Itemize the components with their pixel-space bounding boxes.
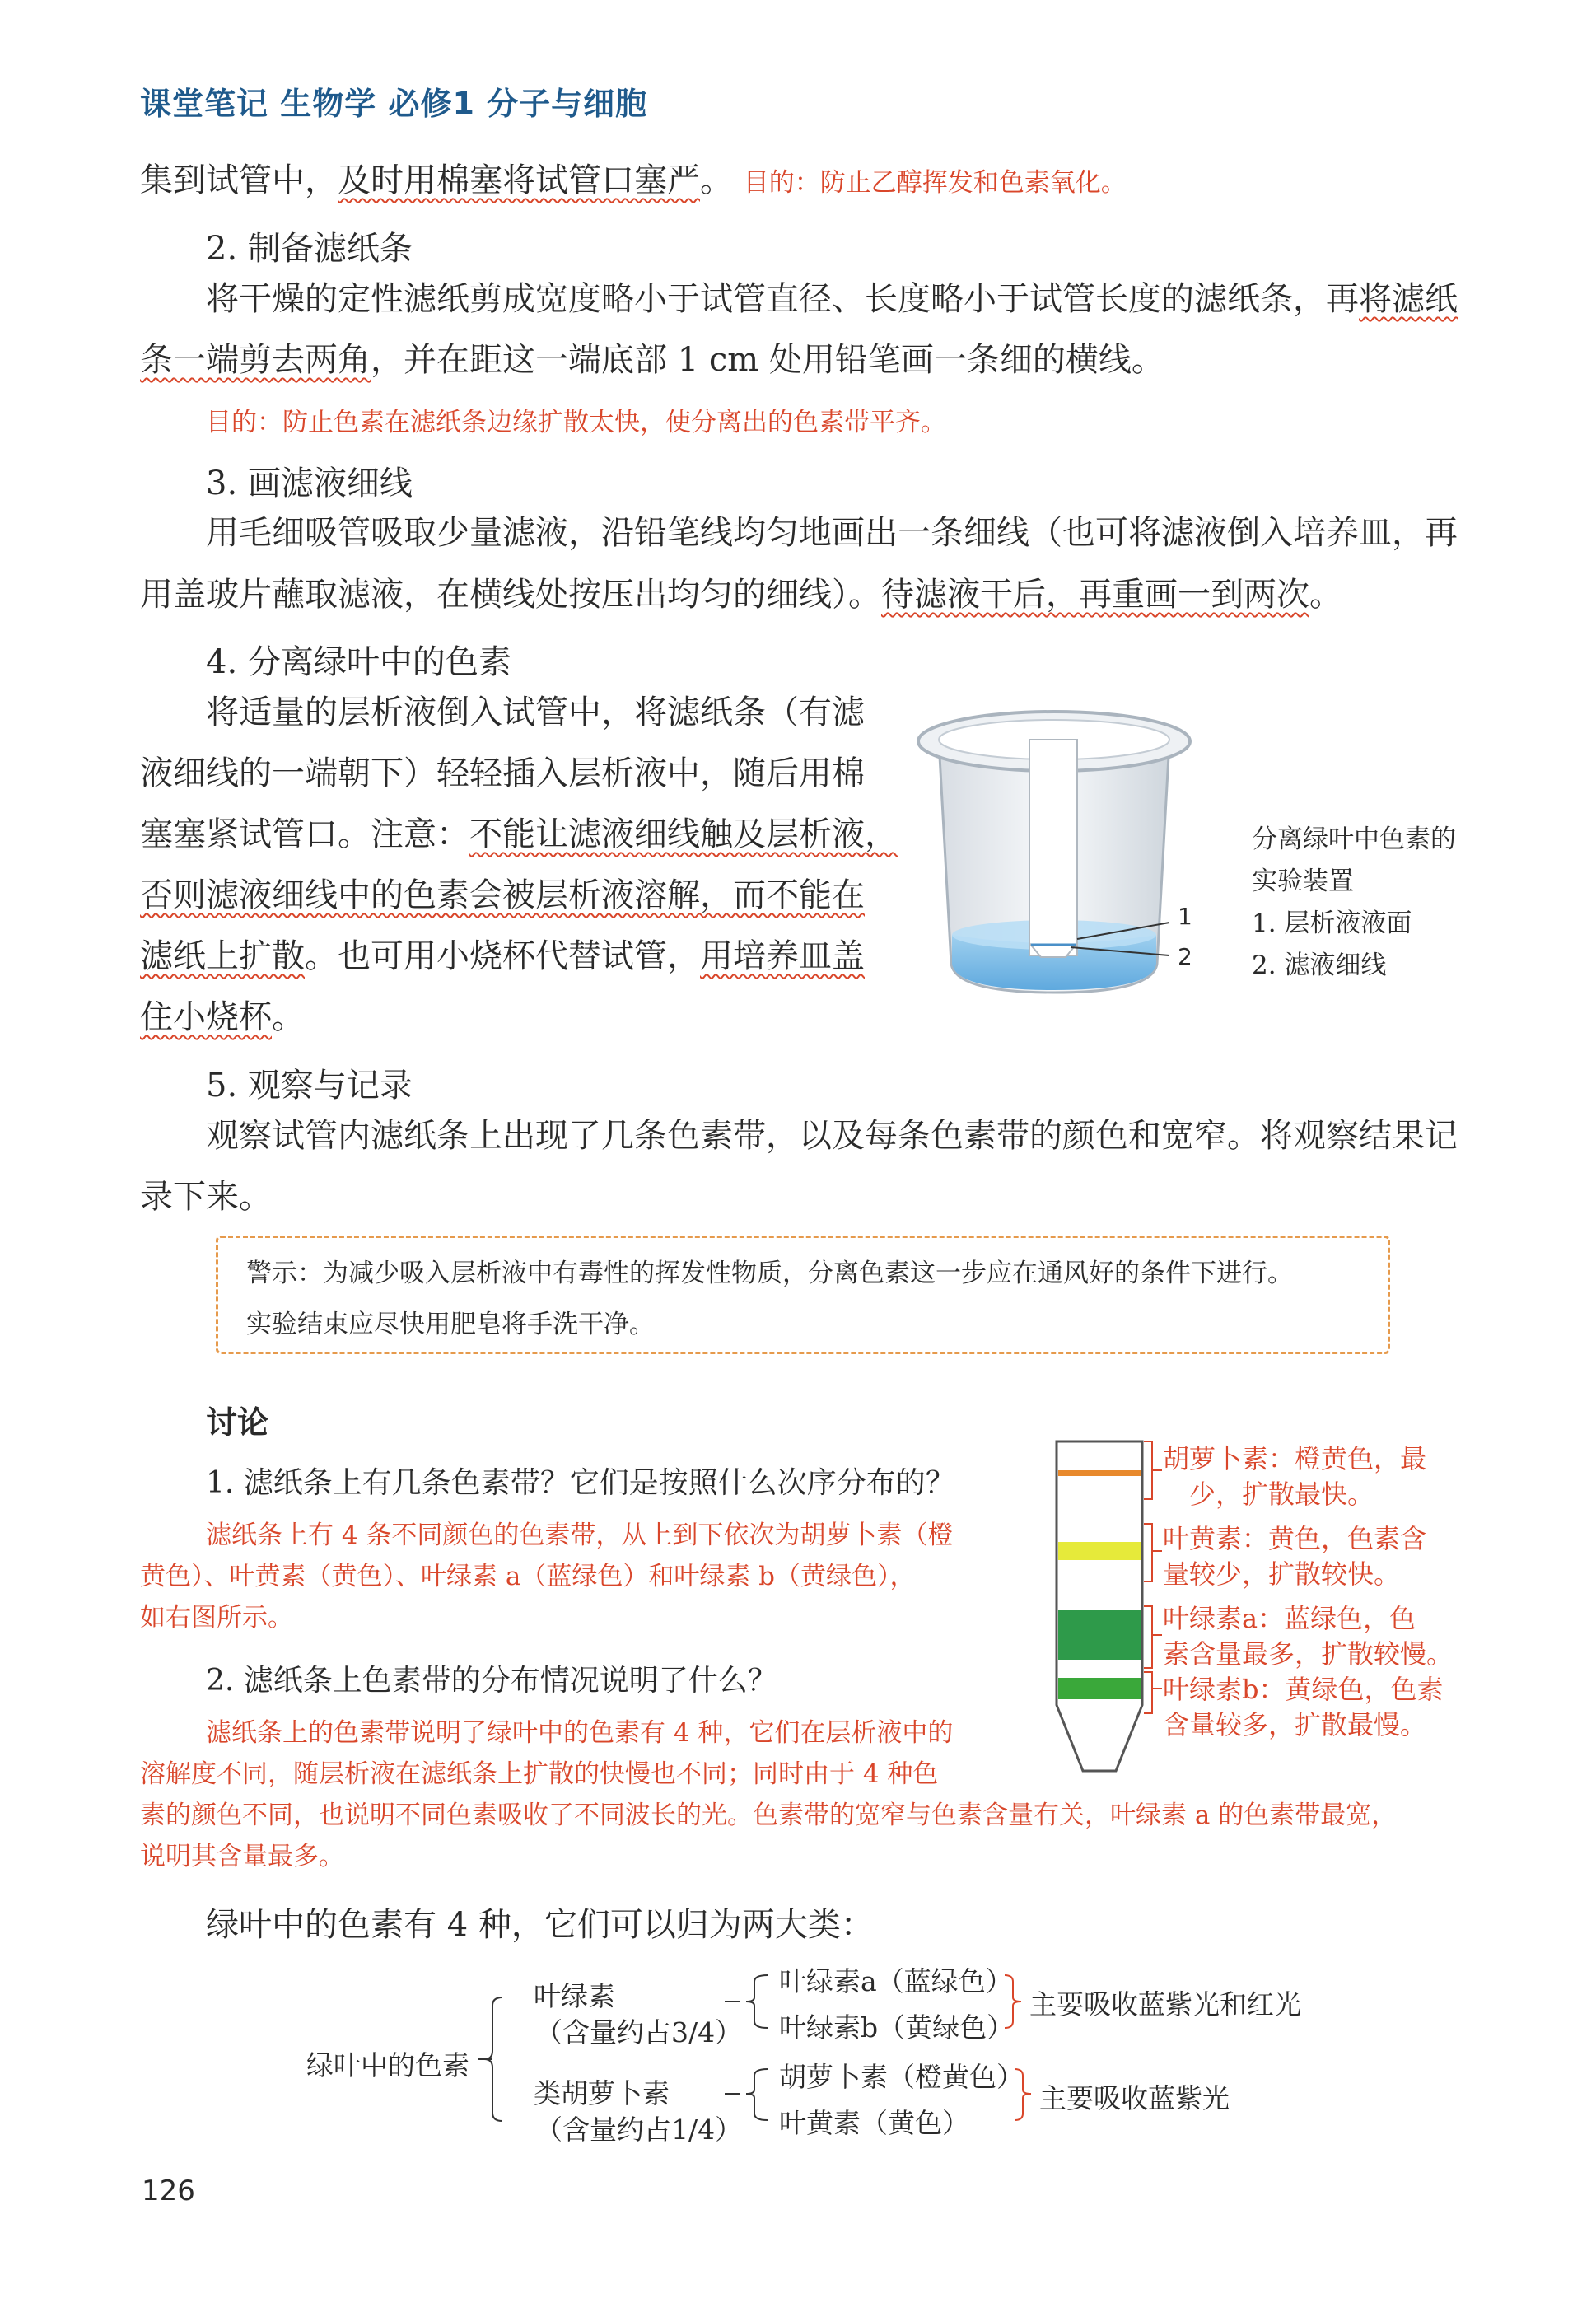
summary-line: 绿叶中的色素有 4 种，它们可以归为两大类： (206, 1906, 874, 1944)
band-annotation (1163, 1441, 1426, 1512)
paragraph-line (140, 987, 305, 1048)
figure-marker-1: 1 (1178, 903, 1192, 930)
text: 塞塞紧试管口。注意： (140, 815, 469, 853)
caption-title: 实验装置 (1252, 867, 1354, 896)
band-label: 少，扩散最快。 (1189, 1478, 1374, 1510)
caption-item: 1. 层析液液面 (1252, 909, 1412, 938)
strip-brackets (1141, 1433, 1165, 1763)
text: 。 (272, 998, 305, 1036)
annotation: 目的：防止乙醇挥发和色素氧化。 (743, 168, 1127, 198)
paragraph-line: 录下来。 (140, 1178, 272, 1216)
paragraph-line (140, 329, 1164, 390)
pigment-band-chlorophyll-a (1058, 1610, 1141, 1660)
figure-caption (1252, 819, 1456, 987)
text: 用盖玻片蘸取滤液，在横线处按压出均匀的细线）。 (140, 576, 881, 614)
paragraph-line (140, 865, 865, 926)
paragraph-line (206, 269, 1458, 329)
text: 将干燥的定性滤纸剪成宽度略小于试管直径、长度略小于试管长度的滤纸条，再 (206, 280, 1359, 318)
band-label: 叶绿素a：蓝绿色，色 (1163, 1603, 1416, 1634)
annotation: 目的：防止色素在滤纸条边缘扩散太快，使分离出的色素带平齐。 (206, 408, 946, 437)
answer-1-line: 如右图所示。 (140, 1603, 293, 1633)
pigment-band-carotene (1058, 1470, 1141, 1476)
text: 。 (700, 161, 733, 199)
band-label: 量较少，扩散较快。 (1163, 1558, 1401, 1590)
emphasis: 滤纸上扩散 (140, 937, 305, 975)
beaker-illustration (906, 700, 1202, 1013)
band-label: 叶黄素：黄色，色素含 (1163, 1523, 1427, 1554)
text: 。也可用小烧杯代替试管， (305, 937, 700, 975)
emphasis: 住小烧杯 (140, 998, 272, 1036)
discussion-title: 讨论 (206, 1404, 269, 1441)
paragraph-line (140, 804, 898, 865)
text: 。 (1309, 576, 1342, 614)
caption-title: 分离绿叶中色素的 (1252, 824, 1456, 854)
band-label: 叶绿素b：黄绿色，色素 (1163, 1674, 1444, 1705)
section-title-5: 5. 观察与记录 (206, 1067, 413, 1105)
emphasis: 将滤纸 (1359, 280, 1458, 318)
tree-node-carotenoid-sub: （含量约占1/4） (535, 2114, 743, 2146)
paragraph-continuation (140, 150, 1127, 213)
tree-node-carotenoid: 类胡萝卜素 (534, 2077, 670, 2109)
page-number: 126 (142, 2175, 195, 2207)
emphasis: 用培养皿盖 (700, 937, 865, 975)
text: ，并在距这一端底部 1 cm 处用铅笔画一条细的横线。 (371, 341, 1164, 379)
band-annotation (1163, 1521, 1426, 1592)
warning-text: 警示：为减少吸入层析液中有毒性的挥发性物质，分离色素这一步应在通风好的条件下进行。 (246, 1259, 1293, 1288)
emphasis: 不能让滤液细线触及层析液， (469, 815, 898, 853)
band-annotation (1163, 1601, 1453, 1672)
emphasis: 及时用棉塞将试管口塞严 (338, 161, 700, 199)
answer-2-line: 滤纸条上的色素带说明了绿叶中的色素有 4 种，它们在层析液中的 (206, 1718, 954, 1748)
emphasis: 否则滤液细线中的色素会被层析液溶解，而不能在 (140, 876, 865, 914)
question-2: 2. 滤纸条上色素带的分布情况说明了什么？ (206, 1664, 777, 1698)
band-label: 含量较多，扩散最慢。 (1163, 1709, 1427, 1740)
tree-node-chlorophyll-sub: （含量约占3/4） (535, 2016, 743, 2048)
running-header: 课堂笔记 生物学 必修1 分子与细胞 (140, 86, 648, 122)
emphasis: 待滤液干后，再重画一到两次 (881, 576, 1309, 614)
figure-marker-2: 2 (1178, 943, 1192, 970)
caption-item: 2. 滤液细线 (1252, 951, 1387, 980)
warning-box (216, 1236, 1390, 1354)
tree-leaf-chl-b: 叶绿素b（黄绿色） (779, 2011, 1015, 2044)
answer-2-line: 溶解度不同，随层析液在滤纸条上扩散的快慢也不同；同时由于 4 种色 (140, 1759, 939, 1789)
band-label: 素含量最多，扩散较慢。 (1163, 1638, 1454, 1670)
band-annotation (1163, 1672, 1444, 1743)
absorb-chlorophyll: 主要吸收蓝紫光和红光 (1029, 1988, 1301, 2020)
tree-leaf-chl-a: 叶绿素a（蓝绿色） (779, 1965, 1013, 1997)
section-title-3: 3. 画滤液细线 (206, 465, 413, 502)
emphasis: 条一端剪去两角 (140, 341, 371, 379)
warning-text: 实验结束应尽快用肥皂将手洗干净。 (246, 1310, 655, 1339)
tree-node-chlorophyll: 叶绿素 (534, 1980, 615, 2012)
section-title-2: 2. 制备滤纸条 (206, 230, 413, 268)
paragraph-line: 用毛细吸管吸取少量滤液，沿铅笔线均匀地画出一条细线（也可将滤液倒入培养皿，再 (206, 514, 1458, 552)
answer-2-line: 素的颜色不同，也说明不同色素吸收了不同波长的光。色素带的宽窄与色素含量有关，叶绿素 a 的色素带最宽， (140, 1801, 1398, 1830)
text: 集到试管中， (140, 161, 338, 199)
answer-1-line: 滤纸条上有 4 条不同颜色的色素带，从上到下依次为胡萝卜素（橙 (206, 1521, 954, 1550)
paragraph-line (140, 926, 865, 987)
paragraph-line: 观察试管内滤纸条上出现了几条色素带，以及每条色素带的颜色和宽窄。将观察结果记 (206, 1117, 1458, 1155)
tree-leaf-xanthophyll: 叶黄素（黄色） (779, 2107, 969, 2139)
tree-leaf-carotene: 胡萝卜素（橙黄色） (779, 2061, 1024, 2093)
absorb-carotenoid: 主要吸收蓝紫光 (1039, 2082, 1230, 2114)
chromatography-strip (1050, 1433, 1149, 1779)
pigment-band-xanthophyll (1058, 1542, 1141, 1560)
band-label: 胡萝卜素：橙黄色，最 (1163, 1443, 1427, 1474)
paragraph-line: 液细线的一端朝下）轻轻插入层析液中，随后用棉 (140, 754, 865, 792)
tree-root: 绿叶中的色素 (306, 2049, 469, 2081)
pigment-band-chlorophyll-b (1058, 1678, 1141, 1699)
paragraph-line (140, 564, 1342, 625)
paragraph-line: 将适量的层析液倒入试管中，将滤纸条（有滤 (206, 694, 865, 731)
answer-1-line: 黄色）、叶黄素（黄色）、叶绿素 a（蓝绿色）和叶绿素 b（黄绿色）， (140, 1562, 916, 1591)
question-1: 1. 滤纸条上有几条色素带？它们是按照什么次序分布的？ (206, 1466, 955, 1500)
answer-2-line: 说明其含量最多。 (140, 1842, 344, 1871)
section-title-4: 4. 分离绿叶中的色素 (206, 643, 511, 681)
tree-brackets (478, 1960, 1054, 2150)
